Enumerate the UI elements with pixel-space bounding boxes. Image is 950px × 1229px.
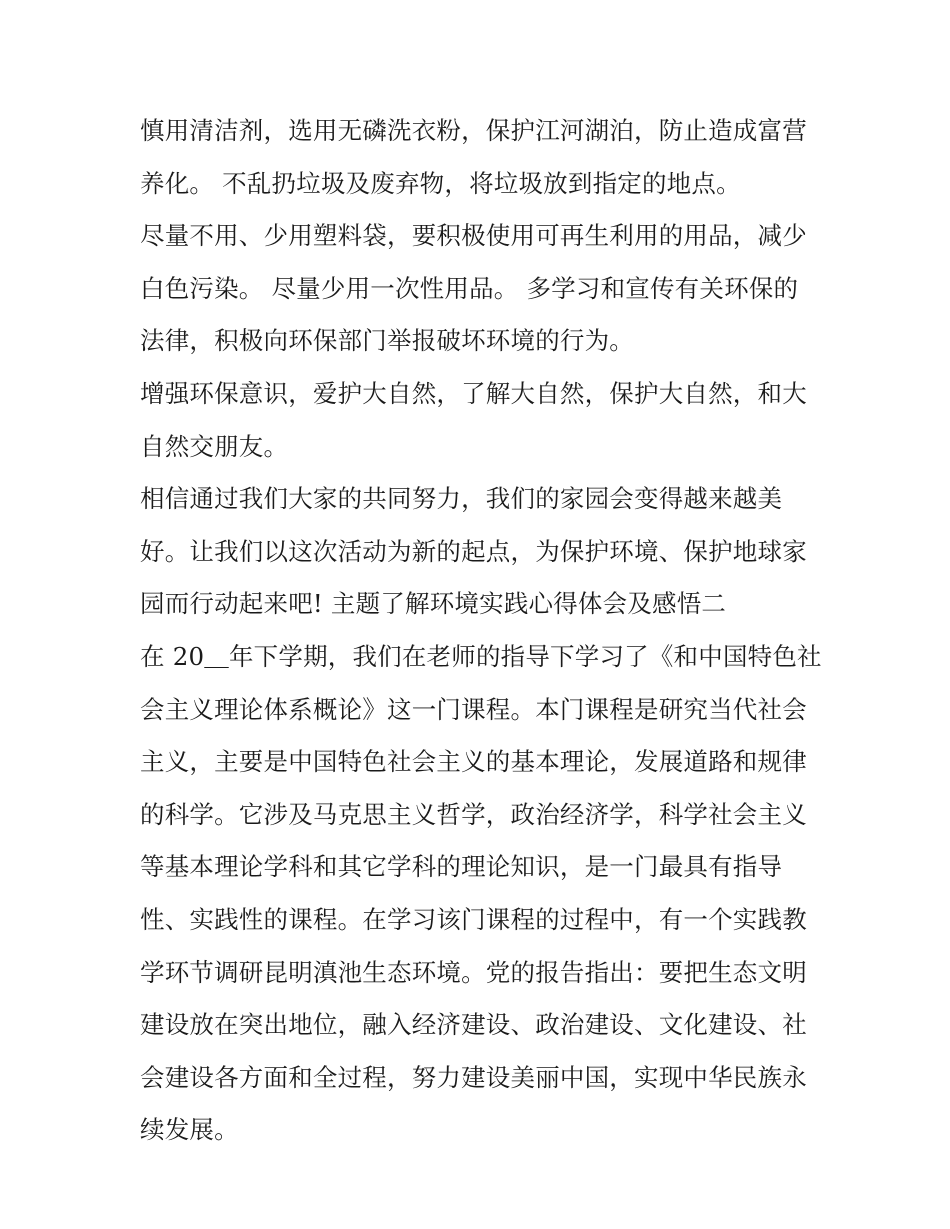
text-line: 自然交朋友。 <box>140 431 289 461</box>
text-line: 会建设各方面和全过程，努力建设美丽中国，实现中华民族永 <box>140 1062 807 1092</box>
text-line: 增强环保意识，爱护大自然，了解大自然，保护大自然，和大 <box>140 378 807 408</box>
text-line: 相信通过我们大家的共同努力，我们的家园会变得越来越美 <box>140 484 783 514</box>
text-line: 等基本理论学科和其它学科的理论知识，是一门最具有指导 <box>140 852 783 882</box>
text-line: 在 20＿年下学期，我们在老师的指导下学习了《和中国特色社 <box>140 641 822 671</box>
text-line: 好。让我们以这次活动为新的起点，为保护环境、保护地球家 <box>140 536 807 566</box>
text-line: 慎用清洁剂，选用无磷洗衣粉，保护江河湖泊，防止造成富营 <box>140 116 807 145</box>
text-line: 学环节调研昆明滇池生态环境。党的报告指出：要把生态文明 <box>140 957 807 987</box>
text-line: 主义，主要是中国特色社会主义的基本理论，发展道路和规律 <box>140 747 807 777</box>
text-line: 白色污染。 尽量少用一次性用品。 多学习和宣传有关环保的 <box>140 273 799 303</box>
text-line: 会主义理论体系概论》这一门课程。本门课程是研究当代社会 <box>140 694 807 724</box>
text-line: 的科学。它涉及马克思主义哲学，政治经济学，科学社会主义 <box>140 799 807 829</box>
text-line: 续发展。 <box>140 1115 239 1145</box>
text-line: 法律，积极向环保部门举报破坏环境的行为。 <box>140 326 634 356</box>
document-body <box>140 105 820 1157</box>
text-line: 建设放在突出地位，融入经济建设、政治建设、文化建设、社 <box>140 1010 807 1040</box>
text-line: 养化。 不乱扔垃圾及废弃物，将垃圾放到指定的地点。 <box>140 168 741 198</box>
text-line: 园而行动起来吧! 主题了解环境实践心得体会及感悟二 <box>140 589 727 619</box>
text-line: 性、实践性的课程。在学习该门课程的过程中，有一个实践教 <box>140 904 807 934</box>
text-line: 尽量不用、少用塑料袋，要积极使用可再生利用的用品，减少 <box>140 221 807 251</box>
